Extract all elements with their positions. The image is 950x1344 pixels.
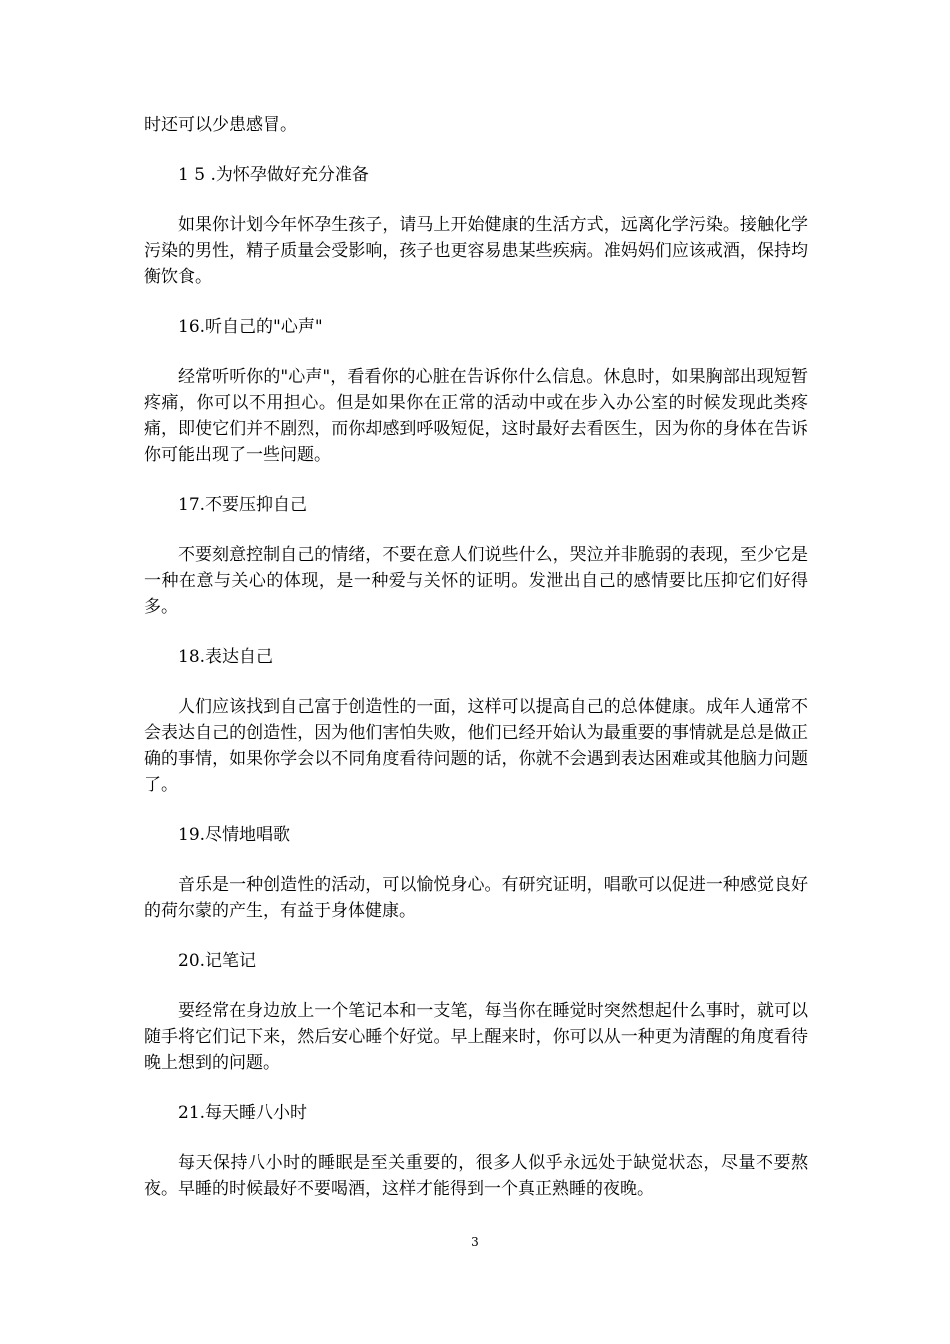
section-body-17: 不要刻意控制自己的情绪，不要在意人们说些什么，哭泣并非脆弱的表现，至少它是一种在意与关心的体现，是一种爱与关怀的证明。发泄出自己的感情要比压抑它们好得多。 bbox=[144, 545, 808, 617]
section-body-19: 音乐是一种创造性的活动，可以愉悦身心。有研究证明，唱歌可以促进一种感觉良好的荷尔蒙的产生，有益于身体健康。 bbox=[144, 875, 808, 921]
section-heading-18: 18.表达自己 bbox=[178, 647, 274, 667]
section-body-18: 人们应该找到自己富于创造性的一面，这样可以提高自己的总体健康。成年人通常不会表达自己的创造性，因为他们害怕失败，他们已经开始认为最重要的事情就是总是做正确的事情，如果你学会以不同角度看待问题的话，你就不会遇到表达困难或其他脑力问题了。 bbox=[144, 697, 808, 795]
section-heading-16: 16.听自己的"心声" bbox=[178, 317, 323, 337]
section-heading-21: 21.每天睡八小时 bbox=[178, 1103, 308, 1123]
page-content bbox=[144, 112, 808, 1202]
intro-paragraph: 时还可以少患感冒。 bbox=[144, 115, 297, 135]
section-heading-20: 20.记笔记 bbox=[178, 951, 257, 971]
section-heading-19: 19.尽情地唱歌 bbox=[178, 825, 291, 845]
section-body-15: 如果你计划今年怀孕生孩子，请马上开始健康的生活方式，远离化学污染。接触化学污染的男性，精子质量会受影响，孩子也更容易患某些疾病。准妈妈们应该戒酒，保持均衡饮食。 bbox=[144, 215, 808, 287]
section-body-20: 要经常在身边放上一个笔记本和一支笔，每当你在睡觉时突然想起什么事时，就可以随手将它们记下来，然后安心睡个好觉。早上醒来时，你可以从一种更为清醒的角度看待晚上想到的问题。 bbox=[144, 1001, 808, 1073]
section-body-16: 经常听听你的"心声"，看看你的心脏在告诉你什么信息。休息时，如果胸部出现短暂疼痛，你可以不用担心。但是如果你在正常的活动中或在步入办公室的时候发现此类疼痛，即使它们并不剧烈，而你却感到呼吸短促，这时最好去看医生，因为你的身体在告诉你可能出现了一些问题。 bbox=[144, 367, 808, 465]
page-number: 3 bbox=[471, 1235, 479, 1249]
section-heading-15: 1 5 .为怀孕做好充分准备 bbox=[178, 165, 369, 185]
section-heading-17: 17.不要压抑自己 bbox=[178, 495, 308, 515]
section-body-21: 每天保持八小时的睡眠是至关重要的，很多人似乎永远处于缺觉状态，尽量不要熬夜。早睡的时候最好不要喝酒，这样才能得到一个真正熟睡的夜晚。 bbox=[144, 1153, 808, 1199]
